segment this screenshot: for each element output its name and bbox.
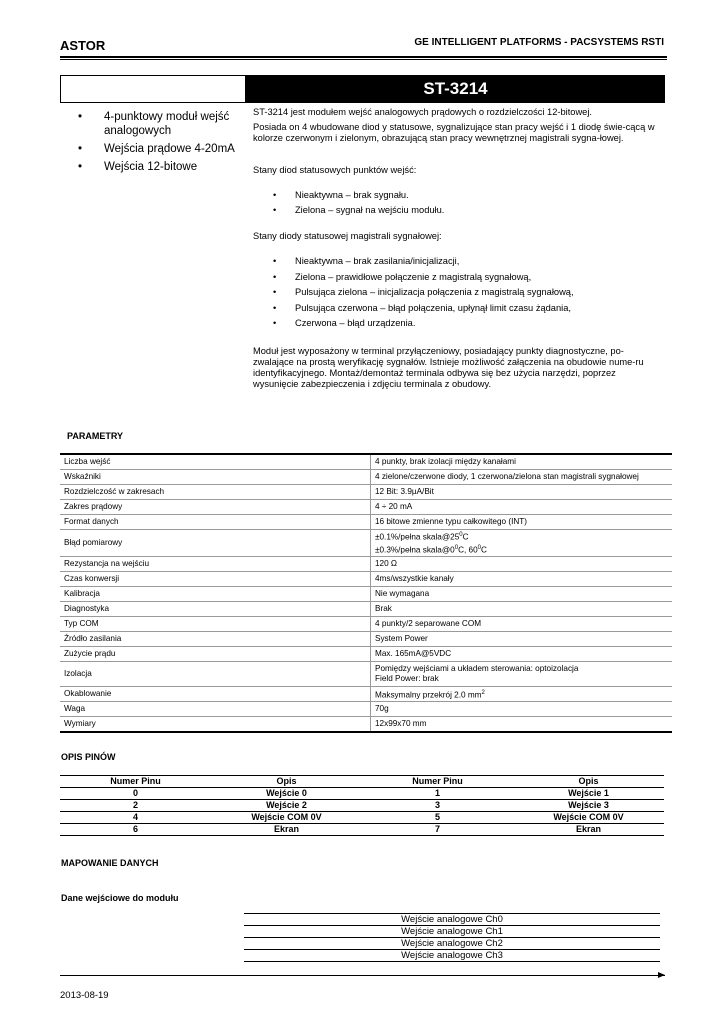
table-row: Czas konwersji 4ms/wszystkie kanały (60, 572, 672, 587)
product-title: ST-3214 (246, 75, 665, 103)
table-row: Format danych 16 bitowe zmienne typu całkowitego (INT) (60, 515, 672, 530)
table-row: Typ COM 4 punkty/2 separowane COM (60, 617, 672, 632)
input-led-states-heading: Stany diod statusowych punktów wejść: (253, 164, 417, 175)
input-data-table (244, 913, 660, 962)
parameters-table (60, 453, 672, 733)
terminal-description: Moduł jest wyposażony w terminal przyłączeniowy, posiadający punkty diagnostyczne, po-zwalające na prostą weryfikację sygnałów. Istnieje możliwość załączenia na obudowie nume-ru identyfikacyjnego. Montaż/demontaż terminala odbywa się bez użycia narzędzi, poprzez wysunięcie zabezpieczenia i zdjęciu terminala z obudowy. (253, 345, 644, 390)
list-item: • Nieaktywna – brak sygnału. (253, 188, 658, 204)
list-item: • Zielona – sygnał na wejściu modułu. (253, 203, 658, 219)
table-row: Waga 70g (60, 702, 672, 717)
input-led-states-list (253, 188, 658, 219)
isolation-value: Pomiędzy wejściami a układem sterowania: optoizolacja Field Power: brak (371, 662, 673, 687)
feature-item: • Wejścia 12-bitowe (78, 160, 248, 174)
feature-list (78, 110, 248, 178)
header-divider-thin (60, 59, 667, 60)
mapping-heading: MAPOWANIE DANYCH (61, 858, 159, 868)
table-row: Okablowanie Maksymalny przekrój 2.0 $mm^2$ (60, 687, 672, 702)
table-row: Wymiary 12x99x70 mm (60, 717, 672, 733)
pins-table (60, 775, 664, 836)
feature-item: • Wejścia prądowe 4-20mA (78, 142, 248, 156)
table-row: Zakres prądowy 4 ÷ 20 mA (60, 500, 672, 515)
table-row: Wejście analogowe Ch2 (244, 938, 660, 950)
measurement-error-value: ±0.1%/pełna $skala@25^0C$ ±0.3%/pełna $skala@0^0C$, $60^0C$ (371, 530, 673, 557)
title-box-empty (60, 75, 246, 103)
mapping-subheading: Dane wejściowe do modułu (61, 893, 179, 903)
parameters-heading: PARAMETRY (67, 431, 123, 441)
description (253, 107, 658, 390)
table-header-row: Numer Pinu Opis Numer Pinu Opis (60, 776, 664, 788)
table-row: Zużycie prądu Max. 165mA@5VDC (60, 647, 672, 662)
table-row: 0 Wejście 0 1 Wejście 1 (60, 788, 664, 800)
table-row: Rezystancja na wejściu 120 Ω (60, 557, 672, 572)
bus-led-states-list (253, 254, 658, 332)
footer-date: 2013-08-19 (60, 990, 109, 1001)
table-row: Wejście analogowe Ch0 (244, 914, 660, 926)
table-row: Izolacja Pomiędzy wejściami a układem sterowania: optoizolacja Field Power: brak (60, 662, 672, 687)
footer-divider (60, 975, 665, 976)
table-row: Diagnostyka Brak (60, 602, 672, 617)
table-row: Wejście analogowe Ch1 (244, 926, 660, 938)
list-item: • Nieaktywna – brak zasilania/inicjalizacji, (253, 254, 658, 270)
table-row: Wskaźniki 4 zielone/czerwone diody, 1 czerwona/zielona stan magistrali sygnałowej (60, 470, 672, 485)
header-product-line: GE INTELLIGENT PLATFORMS - PACSYSTEMS RSTI (414, 37, 664, 48)
table-row: Liczba wejść 4 punkty, brak izolacji między kanałami (60, 454, 672, 470)
header-brand: ASTOR (60, 38, 106, 53)
table-row: 6 Ekran 7 Ekran (60, 824, 664, 836)
bus-led-states-heading: Stany diody statusowej magistrali sygnałowej: (253, 230, 442, 241)
table-row: Wejście analogowe Ch3 (244, 950, 660, 962)
list-item: • Zielona – prawidłowe połączenie z magistralą sygnałową, (253, 270, 658, 286)
description-leds: Posiada on 4 wbudowane diod y statusowe, sygnalizujące stan pracy wejść i 1 diodę świe-cącą w kolorze czerwonym i zielonym, obrazującą stan pracy wewnętrznej magistrali sygna-łowej. (253, 122, 655, 144)
table-row: Kalibracja Nie wymagana (60, 587, 672, 602)
list-item: • Pulsująca zielona – inicjalizacja połączenia z magistralą sygnałową, (253, 285, 658, 301)
table-row: Źródło zasilania System Power (60, 632, 672, 647)
header-divider (60, 56, 667, 58)
table-row: 2 Wejście 2 3 Wejście 3 (60, 800, 664, 812)
feature-item: • 4-punktowy moduł wejść analogowych (78, 110, 248, 138)
description-intro: ST-3214 jest modułem wejść analogowych prądowych o rozdzielczości 12-bitowej. (253, 107, 592, 117)
table-row: Błąd pomiarowy ±0.1%/pełna $skala@25^0C$ ±0.3%/pełna $skala@0^0C$, $60^0C$ (60, 530, 672, 557)
table-row: 4 Wejście COM 0V 5 Wejście COM 0V (60, 812, 664, 824)
table-row: Rozdzielczość w zakresach 12 Bit: 3.9µA/Bit (60, 485, 672, 500)
pins-heading: OPIS PINÓW (61, 752, 116, 762)
list-item: • Pulsująca czerwona – błąd połączenia, upłynął limit czasu żądania, (253, 301, 658, 317)
footer-arrow-icon (658, 972, 665, 978)
list-item: • Czerwona – błąd urządzenia. (253, 316, 658, 332)
